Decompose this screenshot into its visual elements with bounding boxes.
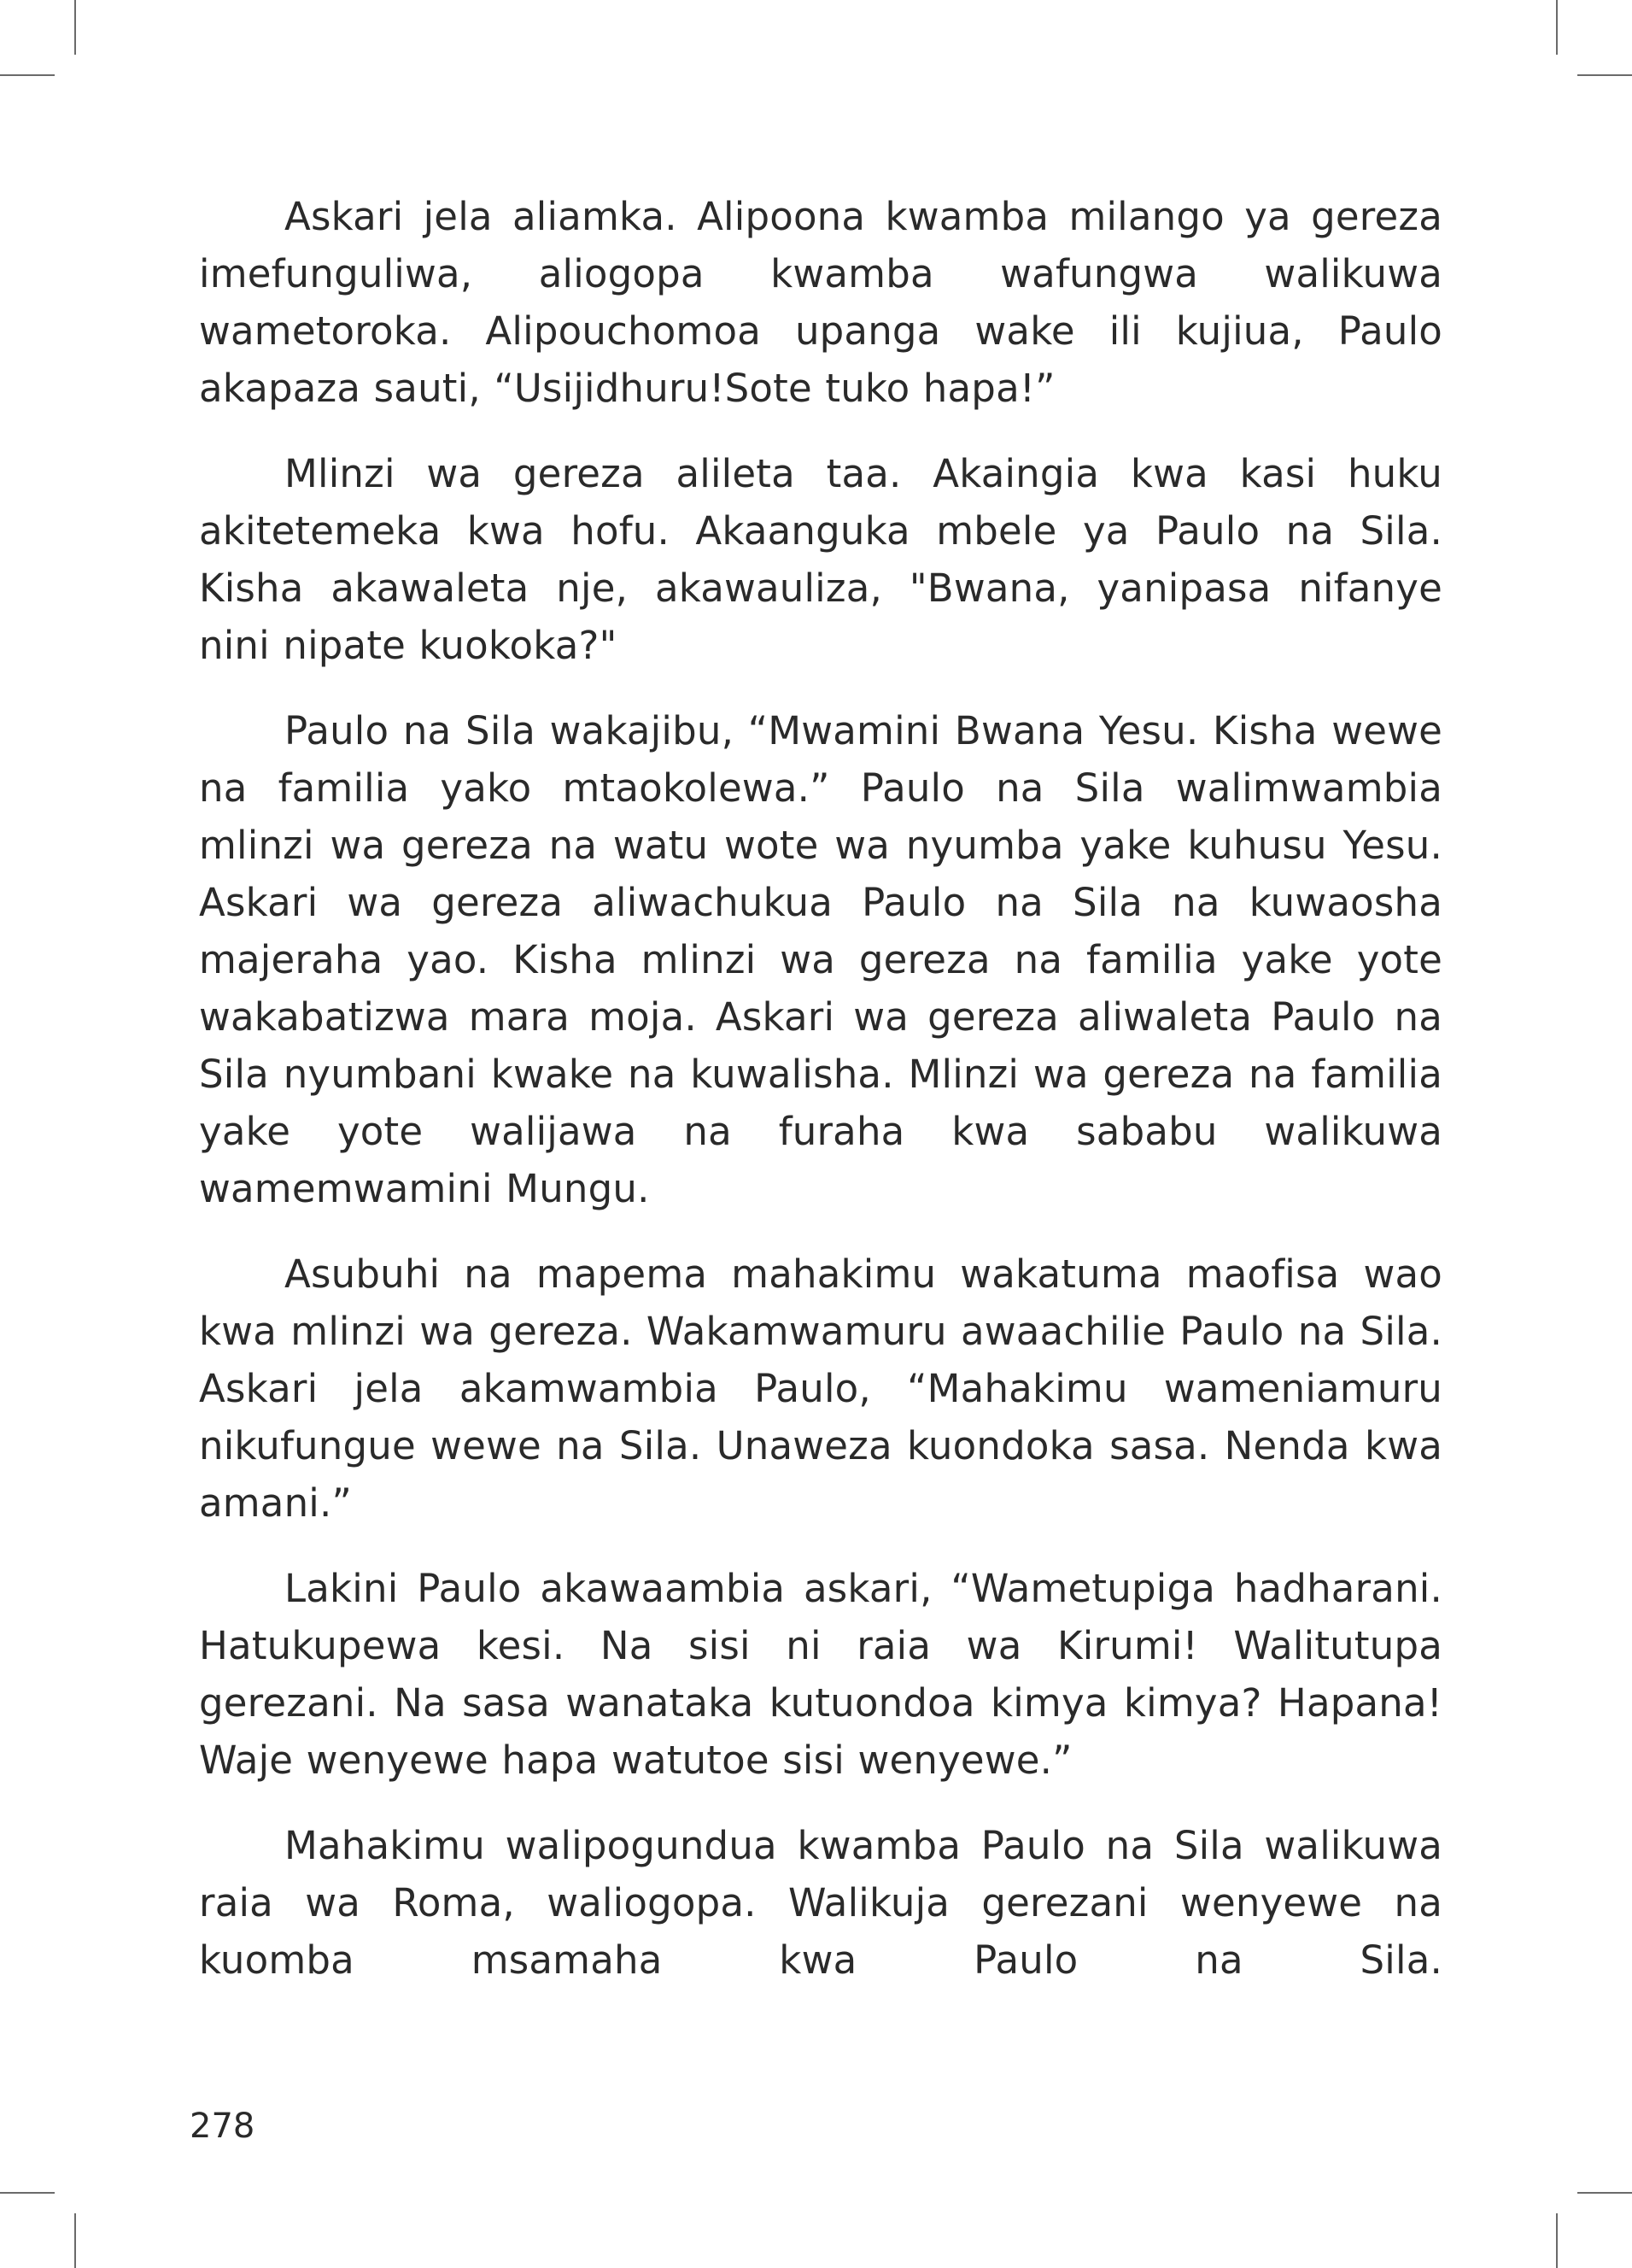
paragraph-1: Askari jela aliamka. Alipoona kwamba milango ya gereza imefunguliwa, aliogopa kwamba wafungwa walikuwa wametoroka. Alipouchomoa upanga wake ili kujiua, Paulo akapaza sauti, “Usijidhuru!Sote tuko hapa!”	[199, 194, 1442, 411]
page-number: 278	[190, 2107, 255, 2146]
paragraph-2: Mlinzi wa gereza alileta taa. Akaingia kwa kasi huku akitetemeka kwa hofu. Akaanguka mbele ya Paulo na Sila. Kisha akawaleta nje, akawauliza, "Bwana, yanipasa nifanye nini nipate kuokoka?"	[199, 451, 1442, 668]
body-text	[199, 188, 1442, 2017]
paragraph-6: Mahakimu walipogundua kwamba Paulo na Sila walikuwa raia wa Roma, waliogopa. Walikuja gerezani wenyewe na kuomba msamaha kwa Paulo na Sila.	[199, 1823, 1442, 1983]
paragraph-5: Lakini Paulo akawaambia askari, “Wametupiga hadharani. Hatukupewa kesi. Na sisi ni raia wa Kirumi! Walitutupa gerezani. Na sasa wanataka kutuondoa kimya kimya? Hapana! Waje wenyewe hapa watutoe sisi wenyewe.”	[199, 1566, 1442, 1783]
crop-mark-bottom-right-horizontal	[1577, 2192, 1632, 2194]
crop-mark-top-right-horizontal	[1577, 74, 1632, 76]
crop-mark-top-right-vertical	[1556, 0, 1558, 55]
crop-mark-bottom-left-horizontal	[0, 2192, 55, 2194]
paragraph-3: Paulo na Sila wakajibu, “Mwamini Bwana Yesu. Kisha wewe na familia yako mtaokolewa.” Paulo na Sila walimwambia mlinzi wa gereza na watu wote wa nyumba yake kuhusu Yesu. Askari wa gereza aliwachukua Paulo na Sila na kuwaosha majeraha yao. Kisha mlinzi wa gereza na familia yake yote wakabatizwa mara moja. Askari wa gereza aliwaleta Paulo na Sila nyumbani kwake na kuwalisha. Mlinzi wa gereza na familia yake yote walijawa na furaha kwa sababu walikuwa wamemwamini Mungu.	[199, 708, 1442, 1211]
crop-mark-bottom-right-vertical	[1556, 2213, 1558, 2268]
crop-mark-bottom-left-vertical	[74, 2213, 76, 2268]
crop-mark-top-left-vertical	[74, 0, 76, 55]
paragraph-4: Asubuhi na mapema mahakimu wakatuma maofisa wao kwa mlinzi wa gereza. Wakamwamuru awaachilie Paulo na Sila. Askari jela akamwambia Paulo, “Mahakimu wameniamuru nikufungue wewe na Sila. Unaweza kuondoka sasa. Nenda kwa amani.”	[199, 1251, 1442, 1526]
crop-mark-top-left-horizontal	[0, 74, 55, 76]
